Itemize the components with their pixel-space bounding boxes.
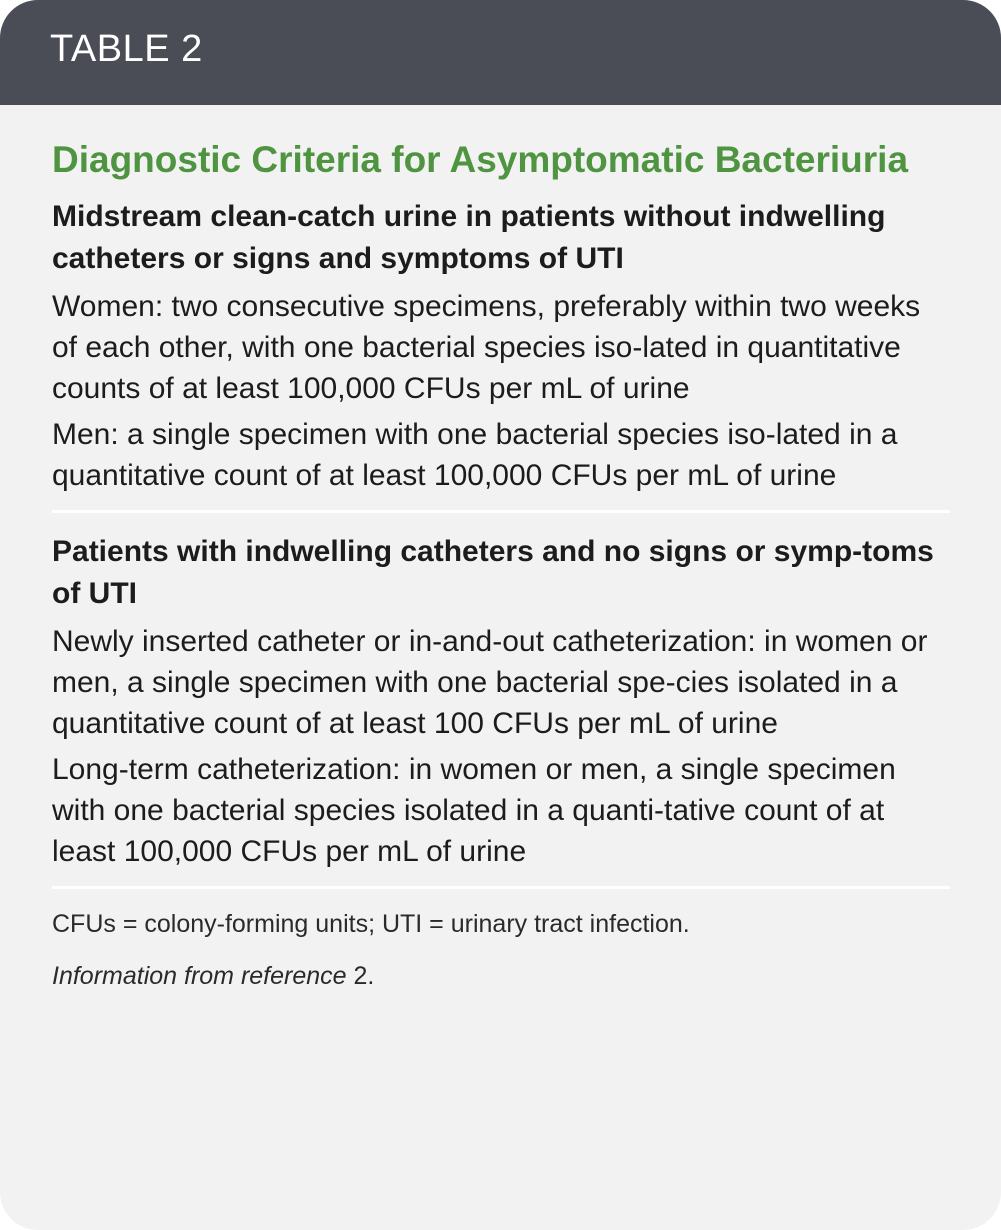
table-title: Diagnostic Criteria for Asymptomatic Bacteriuria (52, 139, 909, 180)
section-heading: Patients with indwelling catheters and no signs or symp-toms of UTI (52, 535, 934, 610)
table-label: TABLE 2 (50, 28, 203, 70)
footnote-divider (52, 886, 950, 889)
source-reference-number: 2. (353, 962, 375, 990)
section-clean-catch (52, 196, 951, 496)
criteria-entry-long-term: Long-term catheterization: in women or men, a single specimen with one bacterial species isolated in a quanti-tative count of at least 100,000 CFUs per mL of urine (52, 753, 896, 868)
criteria-entry-newly-inserted: Newly inserted catheter or in-and-out catheterization: in women or men, a single specimen with one bacterial spe-cies isolated in a quantitative count of at least 100 CFUs per mL of urine (52, 625, 928, 740)
table-header-bar (0, 0, 1001, 105)
abbreviation-footnote: CFUs = colony-forming units; UTI = urinary tract infection. (52, 910, 690, 938)
criteria-entry-women: Women: two consecutive specimens, preferably within two weeks of each other, with one bacterial species iso-lated in quantitative counts of at least 100,000 CFUs per mL of urine (52, 290, 921, 405)
section-heading: Midstream clean-catch urine in patients without indwelling catheters or signs and symptoms of UTI (52, 200, 886, 275)
source-note-text: Information from reference (52, 962, 347, 990)
source-note (52, 959, 951, 993)
criteria-entry-men: Men: a single specimen with one bacterial species iso-lated in a quantitative count of at least 100,000 CFUs per mL of urine (52, 418, 898, 492)
section-catheters (52, 531, 951, 872)
table-content (0, 105, 1001, 993)
section-divider (52, 510, 950, 513)
